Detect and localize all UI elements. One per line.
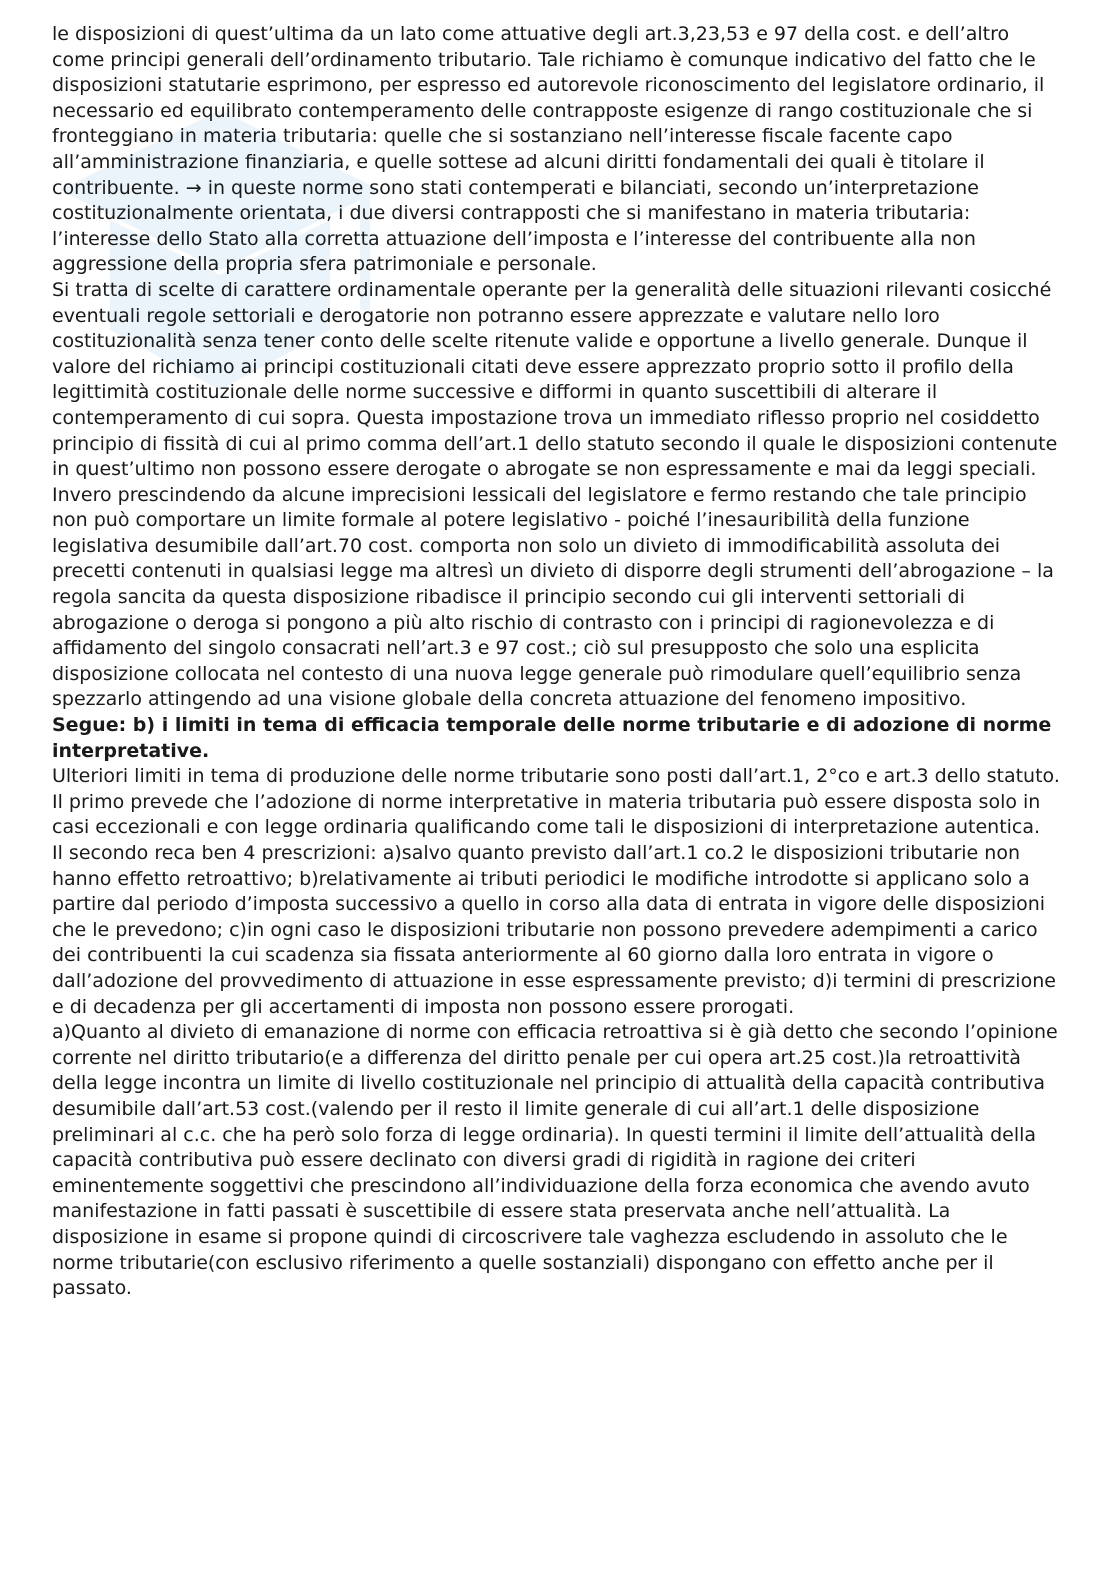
paragraph-4: Il secondo reca ben 4 prescrizioni: a)salvo quanto previsto dall’art.1 co.2 le disposizioni tributarie non hanno effetto retroattivo; b)relativamente ai tributi periodici le modifiche introdotte si applicano solo a partire dal periodo d’imposta successivo a quello in corso alla data di entrata in vigore delle disposizioni che le prevedono; c)in ogni caso le disposizioni tributarie non possono prevedere adempimenti a carico dei contribuenti la cui scadenza sia fissata anteriormente al 60 giorno dalla loro entrata in vigore o dall’adozione del provvedimento di attuazione in esse espressamente previsto; d)i termini di prescrizione e di decadenza per gli accertamenti di imposta non possono essere prorogati. [52,842,1056,1018]
paragraph-2: Si tratta di scelte di carattere ordinamentale operante per la generalità delle situazioni rilevanti cosicché eventuali regole settoriali e derogatorie non potranno essere apprezzate e valutare nello loro costituzionalità senza tener conto delle scelte ritenute valide e opportune a livello generale. Dunque il valore del richiamo ai principi costituzionali citati deve essere apprezzato proprio sotto il profilo della legittimità costituzionale delle norme successive e difformi in quanto suscettibili di alterare il contemperamento di cui sopra. Questa impostazione trova un immediato riflesso proprio nel cosiddetto principio di fissità di cui al primo comma dell’art.1 dello statuto secondo il quale le disposizioni contenute in quest’ultimo non possono essere derogate o abrogate se non espressamente e mai da leggi speciali. Invero prescindendo da alcune imprecisioni lessicali del legislatore e fermo restando che tale principio non può comportare un limite formale al potere legislativo - poiché l’inesauribilità della funzione legislativa desumibile dall’art.70 cost. comporta non solo un divieto di immodificabilità assoluta dei precetti contenuti in qualsiasi legge ma altresì un divieto di disporre degli strumenti dell’abrogazione – la regola sancita da questa disposizione ribadisce il principio secondo cui gli interventi settoriali di abrogazione o deroga si pongono a più alto rischio di contrasto con i principi di ragionevolezza e di affidamento del singolo consacrati nell’art.3 e 97 cost.; ciò sul presupposto che solo una esplicita disposizione collocata nel contesto di una nuova legge generale può rimodulare quell’equilibrio senza spezzarlo attingendo ad una visione globale della concreta attuazione del fenomeno impositivo. [52,278,1058,711]
paragraph-5: a)Quanto al divieto di emanazione di norme con efficacia retroattiva si è già detto che secondo l’opinione corrente nel diritto tributario(e a differenza del diritto penale per cui opera art.25 cost.)la retroattività della legge incontra un limite di livello costituzionale nel principio di attualità della capacità contributiva desumibile dall’art.53 cost.(valendo per il resto il limite generale di cui all’art.1 delle disposizione preliminari al c.c. che ha però solo forza di legge ordinaria). In questi termini il limite dell’attualità della capacità contributiva può essere declinato con diversi gradi di rigidità in ragione dei criteri eminentemente soggettivi che prescindono all’individuazione della forza economica che avendo avuto manifestazione in fatti passati è suscettibile di essere stata preservata anche nell’attualità. La disposizione in esame si propone quindi di circoscrivere tale vaghezza escludendo in assoluto che le norme tributarie(con esclusivo riferimento a quelle sostanziali) dispongano con effetto anche per il passato. [52,1021,1058,1300]
section-heading: Segue: b) i limiti in tema di efficacia temporale delle norme tributarie e di adozione di norme interpretative. [52,714,1052,762]
paragraph-1 [52,22,1064,278]
paragraph-3: Ulteriori limiti in tema di produzione delle norme tributarie sono posti dall’art.1, 2°co e art.3 dello statuto. Il primo prevede che l’adozione di norme interpretative in materia tributaria può essere disposta solo in casi eccezionali e con legge ordinaria qualificando come tali le disposizioni di interpretazione autentica. [52,765,1060,839]
document-body [52,22,1064,1302]
paragraph-1-part-b: in queste norme sono stati contemperati e bilanciati, secondo un’interpretazione costituzionalmente orientata, i due diversi contrapposti che si manifestano in materia tributaria: l’interesse dello Stato alla corretta attuazione dell’imposta e l’interesse del contribuente alla non aggressione della propria sfera patrimoniale e personale. [52,176,979,276]
paragraph-1-part-a: le disposizioni di quest’ultima da un lato come attuative degli art.3,23,53 e 97 della cost. e dell’altro come principi generali dell’ordinamento tributario. Tale richiamo è comunque indicativo del fatto che le disposizioni statutarie esprimono, per espresso ed autorevole riconoscimento del legislatore ordinario, il necessario ed equilibrato contemperamento delle contrapposte esigenze di rango costituzionale che si fronteggiano in materia tributaria: quelle che si sostanziano nell’interesse fiscale facente capo all’amministrazione finanziaria, e quelle sottese ad alcuni diritti fondamentali dei quali è titolare il contribuente. [52,23,1045,199]
arrow-right-icon: → [185,176,202,199]
